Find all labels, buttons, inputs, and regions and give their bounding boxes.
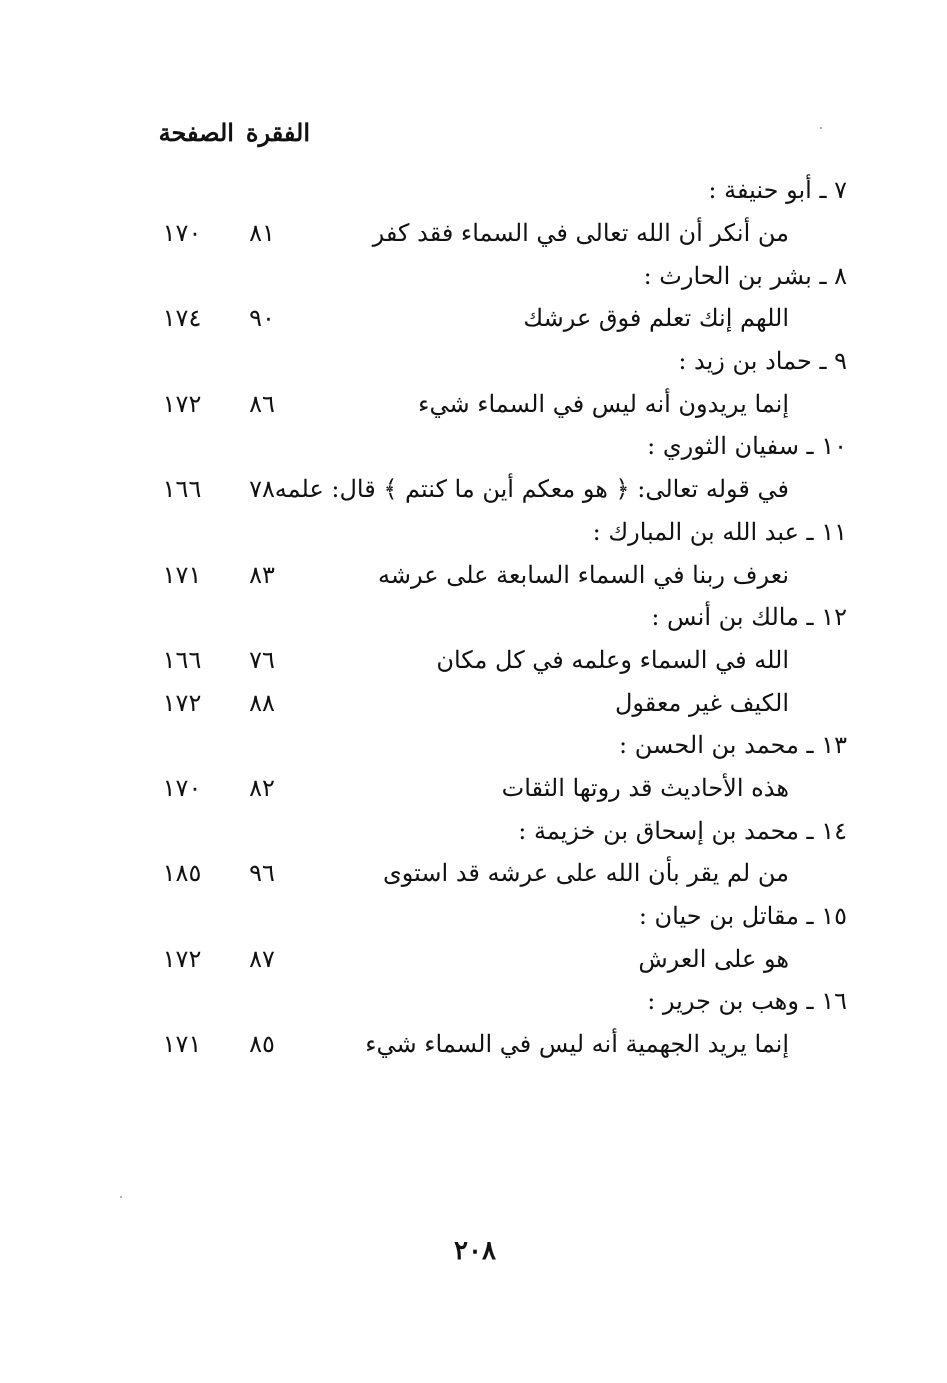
entry-quote: نعرف ربنا في السماء السابعة على عرشه <box>378 561 789 589</box>
entry-quote: من أنكر أن الله تعالى في السماء فقد كفر <box>372 219 789 247</box>
entry-para-number: ٨٥ <box>249 1030 275 1058</box>
entry-quote: الله في السماء وعلمه في كل مكان <box>436 646 789 674</box>
entry-para-number: ٨٢ <box>249 774 275 802</box>
header-para-label: الفقرة <box>245 118 310 147</box>
entry-page-number: ١٨٥ <box>162 859 202 887</box>
entry-person: ١٣ ـ محمد بن الحسن : <box>619 731 847 759</box>
entry-para-number: ٩٦ <box>249 859 275 887</box>
entry-person: ١٤ ـ محمد بن إسحاق بن خزيمة : <box>518 817 847 845</box>
entry-para-number: ٨١ <box>249 219 275 247</box>
entry-para-number: ٨٣ <box>249 561 275 589</box>
entry-page-number: ١٧٢ <box>162 689 202 717</box>
entry-person: ٩ ـ حماد بن زيد : <box>678 347 847 375</box>
scan-speck <box>820 127 822 129</box>
entry-para-number: ٨٦ <box>249 390 275 418</box>
entry-page-number: ١٦٦ <box>162 475 202 503</box>
header-page-label: الصفحة <box>158 118 234 147</box>
entry-person: ١٦ ـ وهب بن جرير : <box>647 987 847 1015</box>
entry-quote: إنما يريد الجهمية أنه ليس في السماء شيء <box>365 1030 789 1058</box>
entry-quote: هذه الأحاديث قد روتها الثقات <box>501 774 789 802</box>
entry-person: ١٢ ـ مالك بن أنس : <box>651 603 847 631</box>
column-header <box>150 118 310 152</box>
entry-para-number: ٧٦ <box>249 646 275 674</box>
entry-person: ١٠ ـ سفيان الثوري : <box>647 432 847 460</box>
entry-page-number: ١٦٦ <box>162 646 202 674</box>
entry-quote: من لم يقر بأن الله على عرشه قد استوى <box>383 859 789 887</box>
entry-page-number: ١٧٠ <box>162 774 202 802</box>
entry-para-number: ٨٨ <box>249 689 275 717</box>
entry-person: ٨ ـ بشر بن الحارث : <box>643 262 847 290</box>
entry-person: ١٥ ـ مقاتل بن حيان : <box>638 902 847 930</box>
scan-speck <box>120 1196 122 1198</box>
entry-para-number: ٨٧ <box>249 945 275 973</box>
entry-quote: هو على العرش <box>638 945 789 973</box>
entry-page-number: ١٧٢ <box>162 390 202 418</box>
entry-page-number: ١٧٤ <box>162 304 202 332</box>
entry-para-number: ٩٠ <box>249 304 275 332</box>
entry-quote: اللهم إنك تعلم فوق عرشك <box>523 304 789 332</box>
entry-page-number: ١٧٠ <box>162 219 202 247</box>
entry-person: ١١ ـ عبد الله بن المبارك : <box>592 518 847 546</box>
entry-person: ٧ ـ أبو حنيفة : <box>708 176 847 204</box>
entry-para-number: ٧٨ <box>249 475 275 503</box>
page-number: ٢٠٨ <box>454 1236 496 1266</box>
entry-quote: في قوله تعالى: ﴿ هو معكم أين ما كنتم ﴾ قال: علمه <box>274 475 789 503</box>
entry-page-number: ١٧١ <box>162 561 202 589</box>
entry-quote: إنما يريدون أنه ليس في السماء شيء <box>418 390 789 418</box>
entry-quote: الكيف غير معقول <box>614 689 789 717</box>
entry-page-number: ١٧٢ <box>162 945 202 973</box>
entry-page-number: ١٧١ <box>162 1030 202 1058</box>
